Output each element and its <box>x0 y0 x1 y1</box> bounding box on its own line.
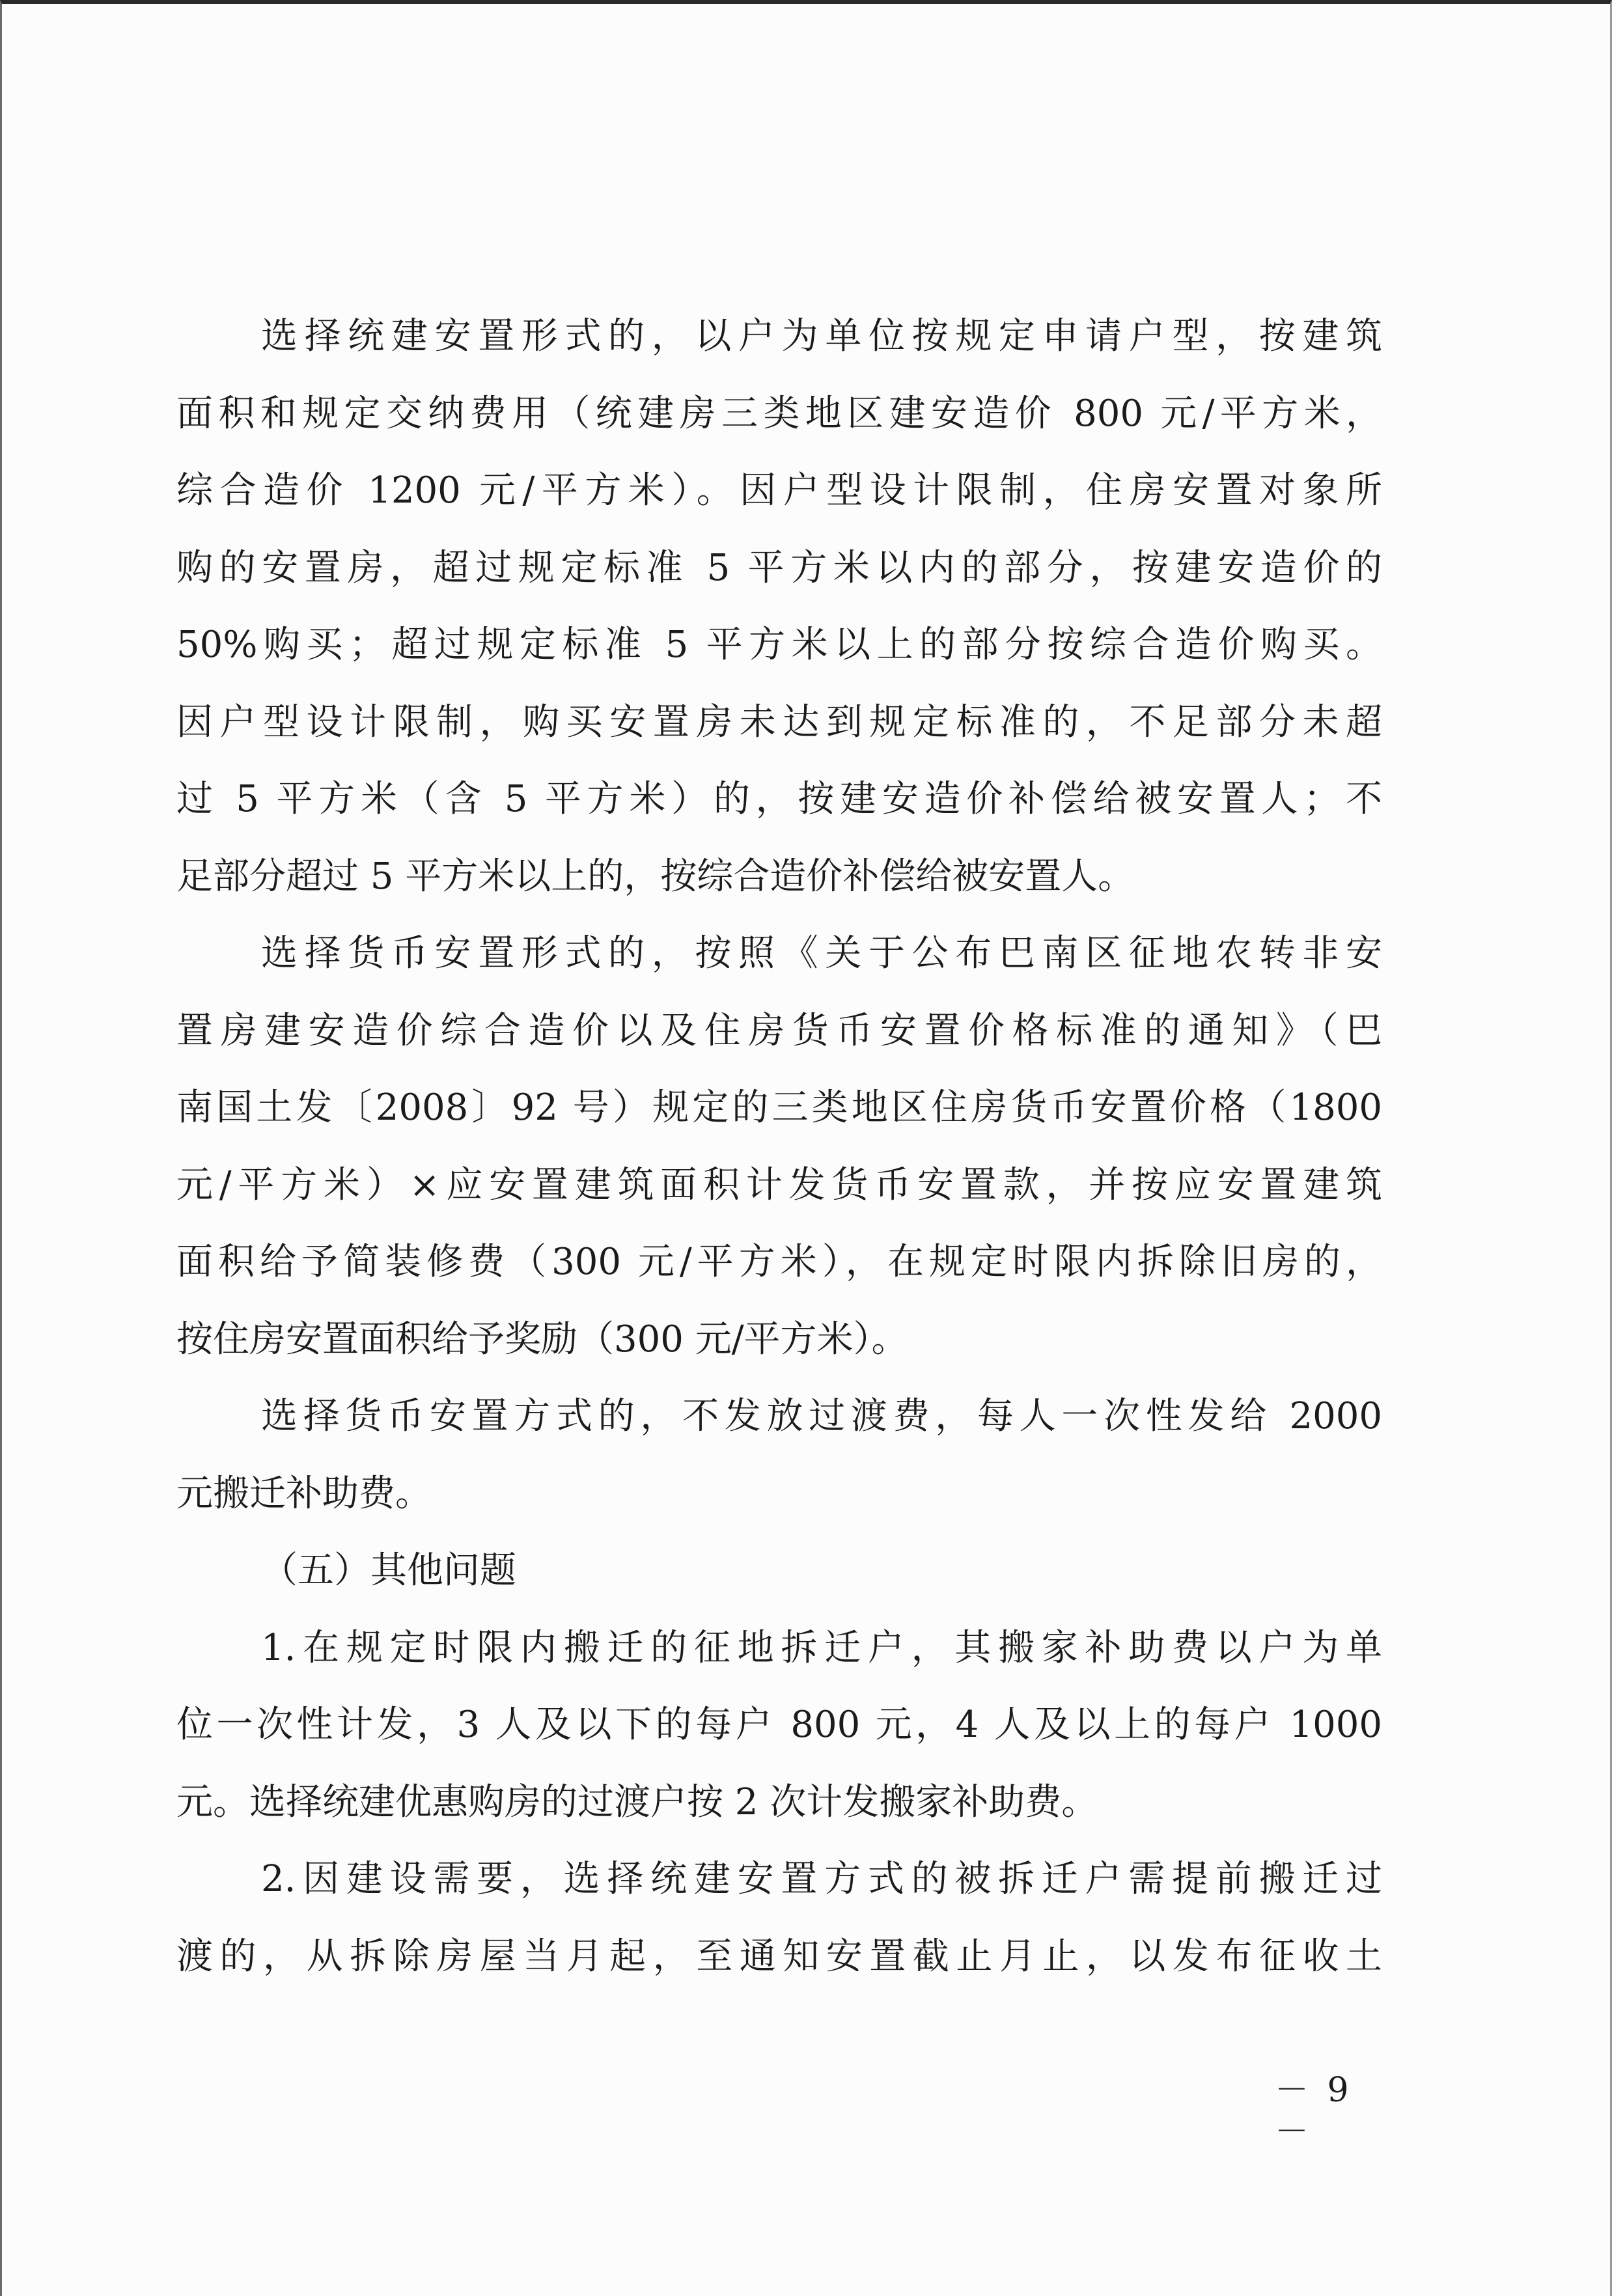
text-line: 2.因建设需要，选择统建安置方式的被拆迁户需提前搬迁过 <box>261 1858 1382 1900</box>
body-text <box>176 298 1382 1995</box>
text-line: 1.在规定时限内搬迁的征地拆迁户，其搬家补助费以户为单 <box>261 1626 1382 1669</box>
section-heading: （五）其他问题 <box>261 1549 516 1592</box>
text-line: 综合造价 1200 元/平方米）。因户型设计限制，住房安置对象所 <box>176 469 1382 512</box>
text-line: 按住房安置面积给予奖励（300 元/平方米）。 <box>176 1318 908 1361</box>
text-line: 南国土发〔2008〕92 号）规定的三类地区住房货币安置价格（1800 <box>176 1086 1382 1129</box>
text-line: 渡的，从拆除房屋当月起，至通知安置截止月止，以发布征收土 <box>176 1935 1382 1978</box>
text-line: 元。选择统建优惠购房的过渡户按 2 次计发搬家补助费。 <box>176 1780 1098 1823</box>
text-line: 50%购买；超过规定标准 5 平方米以上的部分按综合造价购买。 <box>176 624 1382 666</box>
page-number: － 9 － <box>1275 2071 1353 2151</box>
text-line: 元搬迁补助费。 <box>176 1472 432 1515</box>
text-line: 选择货币安置形式的，按照《关于公布巴南区征地农转非安 <box>261 932 1382 975</box>
text-line: 因户型设计限制，购买安置房未达到规定标准的，不足部分未超 <box>176 700 1382 743</box>
text-line: 选择货币安置方式的，不发放过渡费，每人一次性发给 2000 <box>261 1395 1382 1437</box>
text-line: 位一次性计发，3 人及以下的每户 800 元，4 人及以上的每户 1000 <box>176 1704 1382 1746</box>
text-line: 面积和规定交纳费用（统建房三类地区建安造价 800 元/平方米， <box>176 392 1382 435</box>
text-line: 过 5 平方米（含 5 平方米）的，按建安造价补偿给被安置人；不 <box>176 778 1382 820</box>
text-line: 置房建安造价综合造价以及住房货币安置价格标准的通知》（巴 <box>176 1009 1382 1052</box>
text-line: 选择统建安置形式的，以户为单位按规定申请户型，按建筑 <box>261 315 1382 357</box>
text-line: 元/平方米）×应安置建筑面积计发货币安置款，并按应安置建筑 <box>176 1163 1382 1206</box>
text-line: 足部分超过 5 平方米以上的，按综合造价补偿给被安置人。 <box>176 855 1135 898</box>
text-line: 面积给予简装修费（300 元/平方米），在规定时限内拆除旧房的， <box>176 1241 1382 1283</box>
text-line: 购的安置房，超过规定标准 5 平方米以内的部分，按建安造价的 <box>176 546 1382 589</box>
